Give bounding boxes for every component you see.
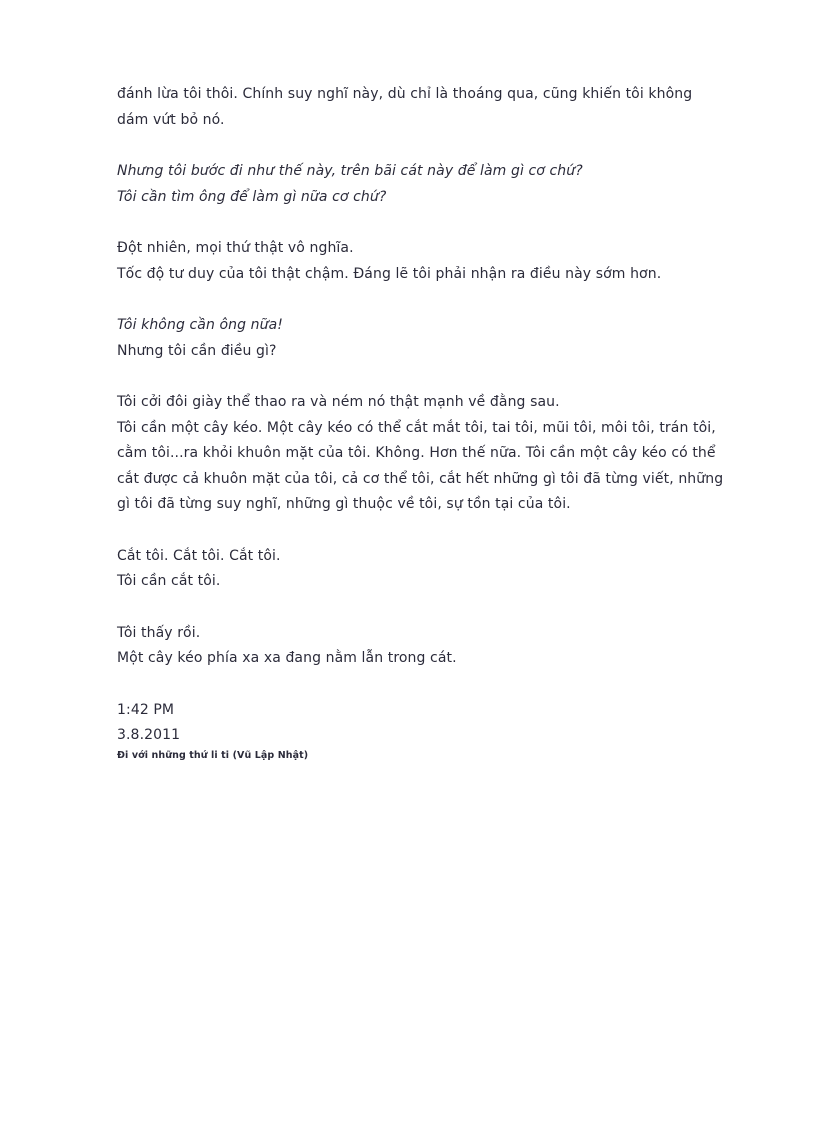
paragraph-6 — [117, 544, 757, 595]
paragraph-5 — [117, 390, 757, 518]
text-line: Tôi cần một cây kéo. Một cây kéo có thể cắt mắt tôi, tai tôi, mũi tôi, môi tôi, trán tôi, — [117, 419, 716, 436]
paragraph-2-italic — [117, 159, 757, 210]
text-line: Tôi cần tìm ông để làm gì nữa cơ chứ? — [117, 188, 387, 205]
text-line: Tốc độ tư duy của tôi thật chậm. Đáng lẽ tôi phải nhận ra điều này sớm hơn. — [117, 265, 662, 282]
text-line: đánh lừa tôi thôi. Chính suy nghĩ này, dù chỉ là thoáng qua, cũng khiến tôi không — [117, 86, 693, 102]
text-line: Nhưng tôi cần điều gì? — [117, 342, 277, 359]
text-line: Tôi thấy rồi. — [117, 624, 201, 641]
paragraph-4 — [117, 313, 757, 364]
text-line: dám vứt bỏ nó. — [117, 111, 225, 128]
text-line: Tôi cởi đôi giày thể thao ra và ném nó thật mạnh về đằng sau. — [117, 394, 560, 410]
date-text: 3.8.2011 — [117, 727, 181, 743]
text-line: cắt được cả khuôn mặt của tôi, cả cơ thể tôi, cắt hết những gì tôi đã từng viết, những — [117, 470, 724, 487]
document-body — [117, 82, 757, 763]
text-line: Đột nhiên, mọi thứ thật vô nghĩa. — [117, 240, 354, 256]
timestamp — [117, 698, 757, 749]
text-line: gì tôi đã từng suy nghĩ, những gì thuộc về tôi, sự tồn tại của tôi. — [117, 496, 571, 512]
time-text: 1:42 PM — [117, 701, 175, 718]
text-line: Cắt tôi. Cắt tôi. Cắt tôi. — [117, 547, 281, 564]
author-credit: Đi với những thứ li ti (Vũ Lập Nhật) — [117, 749, 309, 761]
text-line: Nhưng tôi bước đi như thế này, trên bãi cát này để làm gì cơ chứ? — [117, 163, 583, 179]
text-line: cằm tôi...ra khỏi khuôn mặt của tôi. Không. Hơn thế nữa. Tôi cần một cây kéo có thể — [117, 445, 716, 461]
text-line: Một cây kéo phía xa xa đang nằm lẫn trong cát. — [117, 650, 457, 666]
paragraph-1 — [117, 82, 757, 133]
paragraph-3 — [117, 236, 757, 287]
text-line-italic: Tôi không cần ông nữa! — [117, 317, 283, 333]
text-line: Tôi cần cắt tôi. — [117, 573, 221, 589]
paragraph-7 — [117, 621, 757, 672]
